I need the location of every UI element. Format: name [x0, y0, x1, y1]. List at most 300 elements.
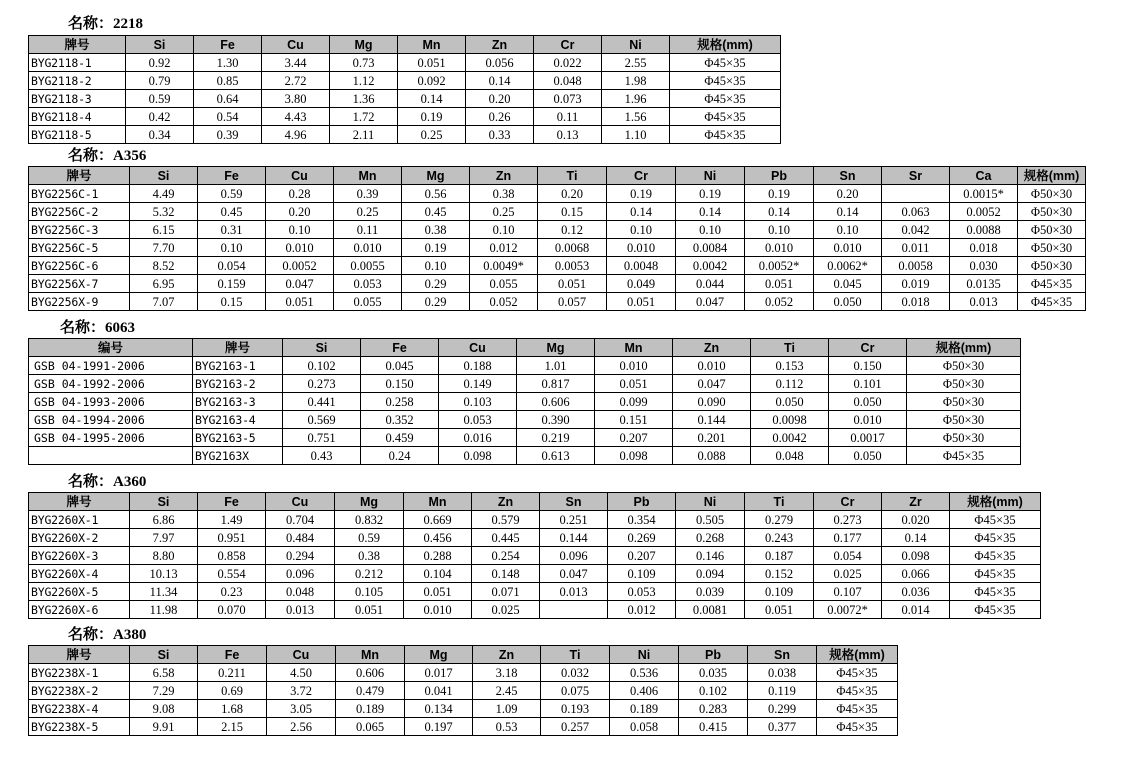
table-cell: 0.207	[608, 547, 676, 565]
table-cell: 0.23	[198, 583, 266, 601]
table-cell: 0.59	[198, 185, 266, 203]
table-cell: 2.11	[330, 126, 398, 144]
table-cell: 4.49	[130, 185, 198, 203]
table-cell: BYG2256C-2	[29, 203, 130, 221]
table-row	[29, 700, 898, 718]
table-cell: 0.0052	[266, 257, 334, 275]
table-cell: BYG2260X-3	[29, 547, 130, 565]
table-cell: 0.088	[673, 447, 751, 465]
table-cell: 0.010	[829, 411, 907, 429]
table-row	[29, 357, 1021, 375]
table-cell: 0.044	[676, 275, 745, 293]
composition-table	[28, 35, 781, 144]
column-header: Pb	[745, 167, 814, 185]
table-cell: 0.054	[198, 257, 266, 275]
table-cell: 0.177	[814, 529, 882, 547]
header-row	[29, 493, 1041, 511]
table-cell: 0.050	[814, 293, 882, 311]
table-cell: 0.096	[266, 565, 335, 583]
table-cell: 0.59	[126, 90, 194, 108]
column-header: Cr	[829, 339, 907, 357]
table-cell: 7.70	[130, 239, 198, 257]
table-row	[29, 239, 1086, 257]
table-cell: 0.832	[335, 511, 404, 529]
column-header: Zn	[673, 339, 751, 357]
column-header: Pb	[679, 646, 748, 664]
table-cell: 0.26	[466, 108, 534, 126]
table-cell: Φ50×30	[1018, 185, 1086, 203]
table-cell: 3.18	[473, 664, 541, 682]
column-header: Mg	[335, 493, 404, 511]
table-cell: 0.11	[334, 221, 402, 239]
table-cell: 0.13	[534, 126, 602, 144]
table-cell: 0.243	[745, 529, 814, 547]
table-cell: GSB 04-1995-2006	[29, 429, 193, 447]
table-cell: 0.69	[198, 682, 267, 700]
table-cell: 1.30	[194, 54, 262, 72]
table-cell: 0.15	[538, 203, 607, 221]
column-header: Ni	[602, 36, 670, 54]
table-cell: 0.390	[517, 411, 595, 429]
table-cell: 0.201	[673, 429, 751, 447]
table-cell: Φ45×35	[817, 718, 898, 736]
section-title: 名称：2218	[68, 16, 144, 32]
table-cell: 0.606	[336, 664, 405, 682]
table-cell: 0.0068	[538, 239, 607, 257]
table-cell: Φ45×35	[950, 547, 1041, 565]
table-cell: 0.858	[198, 547, 266, 565]
table-cell: BYG2118-2	[29, 72, 126, 90]
table-cell: 0.0042	[676, 257, 745, 275]
table-cell: 0.10	[676, 221, 745, 239]
table-cell: 0.38	[335, 547, 404, 565]
table-cell: 0.193	[541, 700, 610, 718]
table-cell: 3.72	[267, 682, 336, 700]
table-cell: 4.43	[262, 108, 330, 126]
table-cell: 0.036	[882, 583, 950, 601]
table-cell: Φ45×35	[1018, 293, 1086, 311]
table-cell: Φ45×35	[1018, 275, 1086, 293]
table-cell: 0.12	[538, 221, 607, 239]
table-cell: 0.010	[814, 239, 882, 257]
column-header: Mg	[405, 646, 473, 664]
table-cell	[882, 185, 950, 203]
column-header: Mn	[398, 36, 466, 54]
table-cell: 0.0049*	[470, 257, 538, 275]
table-row	[29, 429, 1021, 447]
column-header: Sr	[882, 167, 950, 185]
table-cell: 1.72	[330, 108, 398, 126]
table-cell: 0.146	[676, 547, 745, 565]
table-cell: BYG2256C-5	[29, 239, 130, 257]
table-cell: 0.053	[334, 275, 402, 293]
table-cell: 0.049	[607, 275, 676, 293]
table-cell: 0.0072*	[814, 601, 882, 619]
table-row	[29, 565, 1041, 583]
table-cell: Φ50×30	[1018, 257, 1086, 275]
table-cell: BYG2260X-1	[29, 511, 130, 529]
table-cell: 7.97	[130, 529, 198, 547]
table-cell: 8.80	[130, 547, 198, 565]
table-cell: 0.24	[361, 447, 439, 465]
table-cell: 0.0062*	[814, 257, 882, 275]
table-cell: BYG2163-5	[193, 429, 283, 447]
header-row	[29, 167, 1086, 185]
table-cell: 1.10	[602, 126, 670, 144]
column-header: Fe	[198, 646, 267, 664]
table-cell: Φ50×30	[1018, 203, 1086, 221]
column-header: Sn	[814, 167, 882, 185]
table-cell: 0.38	[470, 185, 538, 203]
table-cell: 0.579	[472, 511, 540, 529]
table-cell: 2.45	[473, 682, 541, 700]
composition-table	[28, 166, 1086, 311]
table-cell: 0.149	[439, 375, 517, 393]
table-cell: 0.79	[126, 72, 194, 90]
table-cell: 0.102	[679, 682, 748, 700]
table-cell: 0.817	[517, 375, 595, 393]
table-cell: 0.19	[676, 185, 745, 203]
table-cell: 0.035	[679, 664, 748, 682]
column-header: Cr	[607, 167, 676, 185]
table-cell: 0.39	[334, 185, 402, 203]
column-header: Ni	[676, 493, 745, 511]
table-cell: 0.189	[336, 700, 405, 718]
table-cell: 9.08	[130, 700, 198, 718]
table-cell: 0.048	[534, 72, 602, 90]
table-cell: BYG2260X-5	[29, 583, 130, 601]
column-header: Fe	[194, 36, 262, 54]
table-cell: 0.050	[829, 447, 907, 465]
table-cell: 0.051	[398, 54, 466, 72]
column-header: Cu	[262, 36, 330, 54]
column-header: 规格(mm)	[817, 646, 898, 664]
table-cell: 0.153	[751, 357, 829, 375]
table-cell: 0.45	[198, 203, 266, 221]
table-cell: 0.352	[361, 411, 439, 429]
table-cell: 1.96	[602, 90, 670, 108]
table-cell: 0.254	[472, 547, 540, 565]
table-cell: 8.52	[130, 257, 198, 275]
table-cell: 0.751	[283, 429, 361, 447]
table-cell: 0.075	[541, 682, 610, 700]
table-cell: 0.103	[439, 393, 517, 411]
table-cell: 11.98	[130, 601, 198, 619]
table-cell: 0.109	[608, 565, 676, 583]
column-header: Mg	[517, 339, 595, 357]
table-cell: 0.73	[330, 54, 398, 72]
table-cell: 0.048	[266, 583, 335, 601]
composition-table	[28, 338, 1021, 465]
table-row	[29, 257, 1086, 275]
column-header: 牌号	[29, 493, 130, 511]
column-header: 规格(mm)	[950, 493, 1041, 511]
table-cell: 0.59	[335, 529, 404, 547]
table-cell: 0.0015*	[950, 185, 1018, 203]
table-cell: 0.041	[405, 682, 473, 700]
table-cell: 0.054	[814, 547, 882, 565]
table-cell: Φ50×30	[907, 393, 1021, 411]
section-title: 名称：6063	[60, 320, 136, 336]
table-cell: 0.051	[607, 293, 676, 311]
table-cell: 0.071	[472, 583, 540, 601]
table-cell: 0.19	[402, 239, 470, 257]
table-cell: 0.187	[745, 547, 814, 565]
column-header: Cu	[266, 493, 335, 511]
table-cell: Φ50×30	[1018, 239, 1086, 257]
column-header: Cu	[267, 646, 336, 664]
table-row	[29, 547, 1041, 565]
column-header: Ni	[610, 646, 679, 664]
table-cell: Φ50×30	[1018, 221, 1086, 239]
table-cell: 0.144	[540, 529, 608, 547]
column-header: Mn	[595, 339, 673, 357]
table-row	[29, 90, 781, 108]
table-cell: 0.197	[405, 718, 473, 736]
column-header: Cr	[534, 36, 602, 54]
table-cell: 0.14	[398, 90, 466, 108]
table-cell: 0.047	[673, 375, 751, 393]
table-cell: 0.20	[466, 90, 534, 108]
table-row	[29, 72, 781, 90]
table-cell: 0.112	[751, 375, 829, 393]
table-cell: 1.56	[602, 108, 670, 126]
table-cell: 0.058	[610, 718, 679, 736]
table-cell: 0.54	[194, 108, 262, 126]
table-cell: 0.012	[608, 601, 676, 619]
table-cell: 0.273	[814, 511, 882, 529]
table-cell: 0.025	[472, 601, 540, 619]
table-cell: 0.606	[517, 393, 595, 411]
table-cell: 0.025	[814, 565, 882, 583]
table-row	[29, 185, 1086, 203]
table-cell: Φ45×35	[670, 126, 781, 144]
table-cell: 0.10	[266, 221, 334, 239]
section-title: 名称：A356	[68, 148, 147, 164]
column-header: Sn	[748, 646, 817, 664]
table-cell: 1.01	[517, 357, 595, 375]
table-cell: 1.49	[198, 511, 266, 529]
column-header: Zr	[882, 493, 950, 511]
table-cell: 0.31	[198, 221, 266, 239]
column-header: Ti	[538, 167, 607, 185]
table-cell: 0.019	[882, 275, 950, 293]
table-cell: GSB 04-1992-2006	[29, 375, 193, 393]
table-cell: 0.0135	[950, 275, 1018, 293]
table-cell: 0.094	[676, 565, 745, 583]
table-cell: Φ45×35	[950, 529, 1041, 547]
table-row	[29, 293, 1086, 311]
table-cell: 0.415	[679, 718, 748, 736]
table-cell: 0.10	[198, 239, 266, 257]
table-cell: 2.72	[262, 72, 330, 90]
table-cell: 4.50	[267, 664, 336, 682]
table-cell: 2.56	[267, 718, 336, 736]
table-row	[29, 375, 1021, 393]
table-cell: 0.39	[194, 126, 262, 144]
table-cell: BYG2238X-2	[29, 682, 130, 700]
table-cell: 0.288	[404, 547, 472, 565]
column-header: Si	[283, 339, 361, 357]
column-header: Cr	[814, 493, 882, 511]
column-header: Zn	[473, 646, 541, 664]
table-cell: 0.144	[673, 411, 751, 429]
column-header: Si	[126, 36, 194, 54]
column-header: Mn	[336, 646, 405, 664]
table-cell: 3.05	[267, 700, 336, 718]
table-cell: 0.051	[266, 293, 334, 311]
table-cell: BYG2260X-2	[29, 529, 130, 547]
table-cell: 0.14	[814, 203, 882, 221]
table-cell: 0.269	[608, 529, 676, 547]
table-cell: 0.20	[814, 185, 882, 203]
column-header: 牌号	[29, 36, 126, 54]
table-cell: 0.704	[266, 511, 335, 529]
table-cell: Φ45×35	[907, 447, 1021, 465]
table-cell: 0.207	[595, 429, 673, 447]
table-cell: 0.051	[745, 275, 814, 293]
table-cell: 0.014	[882, 601, 950, 619]
table-cell: 0.25	[334, 203, 402, 221]
table-cell: 0.0084	[676, 239, 745, 257]
table-cell: 6.15	[130, 221, 198, 239]
table-row	[29, 529, 1041, 547]
table-cell: 0.070	[198, 601, 266, 619]
table-cell: 0.107	[814, 583, 882, 601]
table-cell: 0.279	[745, 511, 814, 529]
table-cell: 0.294	[266, 547, 335, 565]
table-cell: 0.052	[745, 293, 814, 311]
table-cell: 0.56	[402, 185, 470, 203]
table-cell: BYG2118-3	[29, 90, 126, 108]
header-row	[29, 646, 898, 664]
table-cell: BYG2256C-6	[29, 257, 130, 275]
table-cell: 0.092	[398, 72, 466, 90]
table-cell: 0.669	[404, 511, 472, 529]
table-cell: 0.010	[607, 239, 676, 257]
table-row	[29, 601, 1041, 619]
column-header: Ti	[745, 493, 814, 511]
table-cell: 0.010	[334, 239, 402, 257]
table-cell: 1.36	[330, 90, 398, 108]
column-header: Pb	[608, 493, 676, 511]
column-header: Ni	[676, 167, 745, 185]
column-header: Mn	[404, 493, 472, 511]
table-cell: BYG2260X-4	[29, 565, 130, 583]
table-cell: 0.569	[283, 411, 361, 429]
table-row	[29, 203, 1086, 221]
table-cell: Φ50×30	[907, 357, 1021, 375]
table-cell: 0.20	[538, 185, 607, 203]
table-cell: 0.0017	[829, 429, 907, 447]
table-cell: 1.12	[330, 72, 398, 90]
table-cell: 0.257	[541, 718, 610, 736]
table-row	[29, 583, 1041, 601]
table-cell: Φ45×35	[670, 108, 781, 126]
table-cell: 0.098	[882, 547, 950, 565]
table-cell: 0.010	[404, 601, 472, 619]
table-cell: BYG2118-5	[29, 126, 126, 144]
column-header: Zn	[466, 36, 534, 54]
table-cell: 0.012	[470, 239, 538, 257]
table-cell: 0.34	[126, 126, 194, 144]
table-cell: GSB 04-1991-2006	[29, 357, 193, 375]
table-cell: BYG2163X	[193, 447, 283, 465]
table-cell: 0.25	[398, 126, 466, 144]
table-cell: 0.64	[194, 90, 262, 108]
column-header: Zn	[472, 493, 540, 511]
table-cell: 0.0052*	[745, 257, 814, 275]
table-cell: BYG2256C-3	[29, 221, 130, 239]
table-cell: 0.013	[950, 293, 1018, 311]
table-cell: Φ45×35	[950, 601, 1041, 619]
table-cell: 0.19	[607, 185, 676, 203]
table-cell: 0.066	[882, 565, 950, 583]
table-cell: BYG2118-4	[29, 108, 126, 126]
table-cell: 0.479	[336, 682, 405, 700]
table-cell: 0.258	[361, 393, 439, 411]
table-cell: 0.055	[334, 293, 402, 311]
table-cell	[540, 601, 608, 619]
table-cell: Φ45×35	[817, 700, 898, 718]
table-cell: 0.10	[745, 221, 814, 239]
table-cell: 0.150	[829, 357, 907, 375]
column-header: Fe	[198, 167, 266, 185]
table-cell: 0.047	[676, 293, 745, 311]
table-cell: 0.152	[745, 565, 814, 583]
table-cell: Φ45×35	[670, 54, 781, 72]
column-header: 编号	[29, 339, 193, 357]
table-cell: 0.43	[283, 447, 361, 465]
table-cell: 0.951	[198, 529, 266, 547]
column-header: 牌号	[29, 167, 130, 185]
table-cell: BYG2163-4	[193, 411, 283, 429]
table-cell	[29, 447, 193, 465]
table-cell: 0.10	[814, 221, 882, 239]
table-cell: BYG2256X-7	[29, 275, 130, 293]
table-cell: BYG2238X-4	[29, 700, 130, 718]
table-cell: 0.484	[266, 529, 335, 547]
table-cell: 0.020	[882, 511, 950, 529]
composition-table	[28, 645, 898, 736]
table-row	[29, 221, 1086, 239]
table-cell: 0.018	[950, 239, 1018, 257]
table-cell: 0.42	[126, 108, 194, 126]
column-header: Fe	[361, 339, 439, 357]
table-cell: 0.051	[335, 601, 404, 619]
table-cell: 0.85	[194, 72, 262, 90]
table-cell: BYG2260X-6	[29, 601, 130, 619]
table-cell: 7.07	[130, 293, 198, 311]
table-cell: 0.38	[402, 221, 470, 239]
section-title: 名称：A360	[68, 474, 147, 490]
column-header: Ca	[950, 167, 1018, 185]
composition-table	[28, 492, 1041, 619]
table-cell: 0.010	[595, 357, 673, 375]
table-cell: BYG2256C-1	[29, 185, 130, 203]
table-cell: 0.14	[882, 529, 950, 547]
table-cell: 0.105	[335, 583, 404, 601]
table-cell: 3.44	[262, 54, 330, 72]
table-cell: 0.283	[679, 700, 748, 718]
table-cell: 0.92	[126, 54, 194, 72]
table-cell: 0.0055	[334, 257, 402, 275]
column-header: 规格(mm)	[907, 339, 1021, 357]
table-cell: Φ45×35	[670, 72, 781, 90]
table-cell: BYG2256X-9	[29, 293, 130, 311]
table-cell: BYG2238X-1	[29, 664, 130, 682]
table-cell: Φ45×35	[950, 565, 1041, 583]
